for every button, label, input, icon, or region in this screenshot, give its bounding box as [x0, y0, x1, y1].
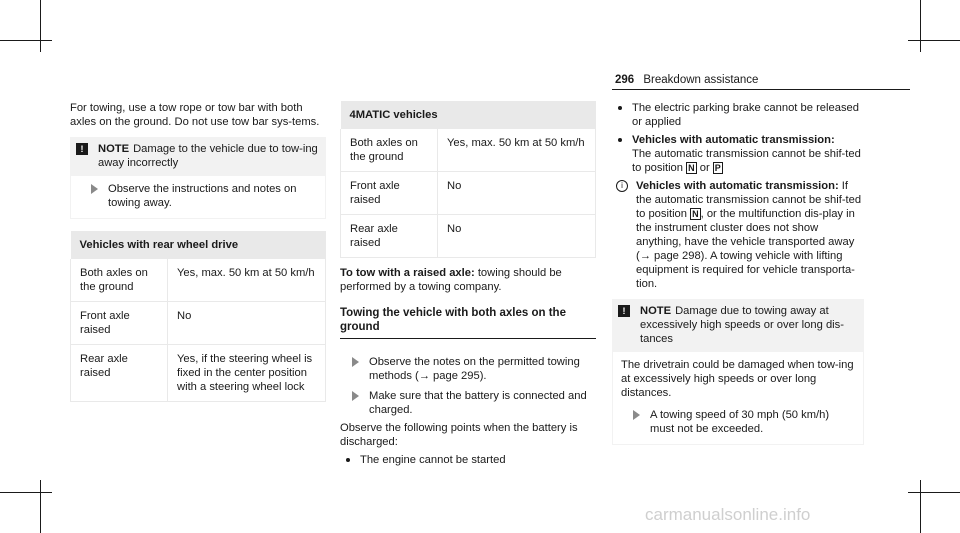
list-item	[340, 453, 596, 467]
gear-n-icon: N	[688, 163, 695, 173]
note-text: Damage due to towing away at excessively high speeds or over long dis-tances	[640, 305, 844, 345]
raised-axle-label: To tow with a raised axle:	[340, 267, 475, 279]
note-text: Damage to the vehicle due to tow-ing away incorrectly	[98, 143, 318, 169]
crop-mark	[908, 492, 960, 493]
table-cell: Front axle raised	[71, 302, 168, 345]
list-item-text: The electric parking brake cannot be released or applied	[632, 102, 859, 128]
list-item	[612, 101, 864, 129]
header-divider	[612, 89, 910, 90]
list-item-text: The engine cannot be started	[360, 454, 506, 466]
step-text: A towing speed of 30 mph (50 km/h) must not be exceeded.	[650, 409, 830, 435]
gear-p-icon: P	[714, 163, 721, 173]
info-icon: i	[616, 180, 628, 192]
step-text: Make sure that the battery is connected and charged.	[369, 390, 587, 416]
warning-icon: !	[76, 143, 88, 155]
section-heading: Towing the vehicle with both axles on the ground	[340, 306, 596, 339]
table-cell: Yes, if the steering wheel is fixed in the center position with a steering wheel lock	[168, 345, 326, 402]
column-right	[612, 101, 864, 445]
bullet-icon	[618, 106, 622, 110]
list-item	[612, 133, 864, 175]
note-body	[612, 352, 864, 445]
raised-axle-text: towing should be performed by a towing company.	[340, 267, 562, 293]
table-cell: Front axle raised	[341, 172, 438, 215]
table-row	[341, 215, 596, 258]
arrow-right-icon	[633, 410, 640, 420]
table-cell: Both axles on the ground	[341, 129, 438, 172]
note-body	[70, 176, 326, 219]
crop-mark	[920, 480, 921, 533]
crop-mark	[908, 40, 960, 41]
tip-text: , or the multifunction dis-play in the instrument cluster does not show anything, have the vehicle transported away (→ page 298). A towing vehicle with lifting equipment is required for vehicle transporta-tion.	[636, 208, 855, 290]
table-row	[71, 345, 326, 402]
column-middle	[340, 101, 596, 471]
note-header	[612, 299, 864, 352]
note-title: NOTE	[98, 143, 130, 155]
step-text: Observe the notes on the permitted towing methods (→ page 295).	[369, 356, 580, 382]
arrow-right-icon	[91, 184, 98, 194]
step-text: Observe the instructions and notes on towing away.	[108, 183, 297, 209]
table-cell: Yes, max. 50 km at 50 km/h	[438, 129, 596, 172]
rear-wheel-drive-table	[70, 231, 326, 402]
note-box	[70, 137, 326, 219]
table-cell: Rear axle raised	[71, 345, 168, 402]
table-row	[71, 259, 326, 302]
page-header	[615, 73, 758, 87]
table-cell: Both axles on the ground	[71, 259, 168, 302]
table-row	[341, 172, 596, 215]
arrow-right-icon	[352, 391, 359, 401]
watermark: carmanualsonline.info	[645, 505, 811, 524]
arrow-right-icon	[352, 357, 359, 367]
raised-axle-paragraph	[340, 266, 596, 294]
step-item	[621, 400, 855, 436]
table-cell: Rear axle raised	[341, 215, 438, 258]
4matic-table	[340, 101, 596, 258]
follow-paragraph: Observe the following points when the battery is discharged:	[340, 422, 578, 448]
section-title: Breakdown assistance	[643, 74, 759, 86]
table-cell: Yes, max. 50 km at 50 km/h	[168, 259, 326, 302]
crop-mark	[920, 0, 921, 52]
note-header	[70, 137, 326, 176]
note-paragraph: The drivetrain could be damaged when tow-ing at excessively high speeds or over long distances.	[621, 359, 854, 399]
note-title: NOTE	[640, 305, 672, 317]
crop-mark	[0, 492, 52, 493]
table-row	[71, 302, 326, 345]
table-cell: No	[438, 215, 596, 258]
tip-box	[612, 179, 864, 291]
column-left	[70, 101, 326, 402]
list-item-text: The automatic transmission cannot be shif-ted to position	[632, 148, 861, 174]
intro-paragraph: For towing, use a tow rope or tow bar with both axles on the ground. Do not use tow bar sys-tems.	[70, 102, 320, 128]
list-item-label: Vehicles with automatic transmission:	[632, 134, 835, 146]
crop-mark	[40, 480, 41, 533]
table-cell: No	[438, 172, 596, 215]
table-cell: No	[168, 302, 326, 345]
tip-text: If the automatic transmission cannot be shif-ted to position	[636, 180, 862, 220]
gear-n-icon: N	[692, 209, 699, 219]
crop-mark	[40, 0, 41, 52]
note-box	[612, 299, 864, 445]
page-number: 296	[615, 74, 635, 86]
table-heading: Vehicles with rear wheel drive	[71, 231, 326, 259]
or-text: or	[699, 162, 710, 174]
bullet-icon	[346, 458, 350, 462]
warning-icon: !	[618, 305, 630, 317]
step-item	[340, 349, 596, 383]
bullet-icon	[618, 138, 622, 142]
step-item	[340, 383, 596, 417]
tip-label: Vehicles with automatic transmission:	[636, 180, 839, 192]
crop-mark	[0, 40, 52, 41]
table-row	[341, 129, 596, 172]
step-item	[79, 182, 317, 210]
table-heading: 4MATIC vehicles	[341, 101, 596, 129]
